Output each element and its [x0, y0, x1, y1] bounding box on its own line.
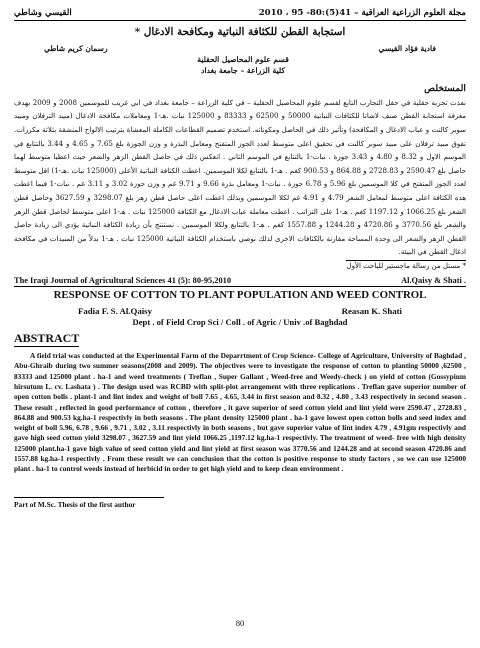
- arabic-abstract: نفذت تجربة حقلية في حقل التجارب التابع لقسم علوم المحاصيل الحقلية – في كلية الزراعة – جامعة بغداد في ابي غريب للموسمين 2008 و 2009 بهدف معرفة استجابة القطن صنف لاشاتا للكثافات النباتية 50000 و 62500 و 83333 و 125000 نبات .هـ-1 ومعاملات مكافحة الادغال (مبيد الترفلان ومبيد سوبر كالنت و عباب الادغال و المكافحة) وتأثير ذلك في الحاصل ومكوناته. استخدم تصميم القطاعات الكاملة المعشاة بترتيب الالواح المنشقة بثلاثة مكررات. تفوق مبيد ترفلان على مبيد سوبر كالنت في تحقيق اعلى متوسط لعدد الجوز المتفتح ومعامل البذرة و وزن الجوزة بلغ 7.65 و 4.65 و 3.44 بالتتابع في الموسم الاول و 8.32 و 4.80 و 3.43 جوزة . نبات-1 بالتتابع في الموسم الثاني . انعكس ذلك في حاصل القطن الزهر والشعر حيث اعطيا متوسط لهما حاصل بلغ 2590.47 و 2728.83 و 864.88 و 900.53 كغم . هـ-1 بالتتابع لكلا الموسمين. اعطت الكثافة النباتية الأعلى (125000 نبات .هـ-1) اقل متوسط لعدد الجوز المتفتح في كلا الموسمين بلغ 5.96 و 6.78 جوزة . نبات-1 ومعامل بذرة 9.66 و 9.71 غم و وزن جوزة 3.02 و 3.11 غم . نبات-1 فيما اعطت هذه الكثافة اعلى متوسط لمعامل الشعر 4.79 و 4.91 غم لكلا الموسمين وبذلك اعطت اعلى حاصل قطن زهر بلغ 3298.07 و 3627.59 وحاصل قطن الشعر بلغ 1066.25 و 1197.12 كغم . هـ-1 على التراتب . اعطت معاملة عباب الادغال مع الكثافة 125000 نبات . هـ-1 اعلى متوسط لحاصل قطن الزهر والشعر بلغ 3770.56 و 4720.86 و 1244.28 و 1557.88 كغم . هـ-1 بالتتابع ولكلا الموسمين . نستنتج بأن زيادة الكثافة النباتية يؤدي الى زيادة حاصل القطن الزهر والشعر الى وحدة المساحة مقارنة بالكثافات الاخرى لذلك نوصي باستخدام الكثافة النباتية 125000 نبات . هـ-1 بدلاً من المبيدات في مكافحة ادغال القطن في البيئة.: [14, 97, 466, 257]
- english-title: RESPONSE OF COTTON TO PLANT POPULATION AND WEED CONTROL: [53, 288, 427, 301]
- english-abstract: A field trial was conducted at the Experimental Farm of the Deparrtment of Crop Science- College of Agriculture, University of Baghdad , Abu-Ghraib during two summer seasons(2008 and 2009). The objectives were to investigate the response of cotton to planting 50000 ,62500 , 83333 and 125000 plant . ha-1 and weed treatments ( Treflan , Super Gallant , Weed-free and Weedy-check ) on yield of cotton (Gossypium hirsutum L. cv. Lashata ) . The design used was RCBD with split-plot arrangement with three replications . Treflan gave superior number of open cotton bolls . plant-1 and lint index and weight of boll 7.65 , 4.65, 3.44 in first season and 8.32 , 4.80 , 3.43 respectively in second season . These result , reflected in good performance of cotton , therefore , it gave superior of seed cotton yield and lint yield were 2590.47 , 2728.83 , 864.88 and 900.53 kg.ha-1 respectivly in both seasons . The plant density 125000 plant . ha-1 gave lowest open cotton bolls and seed index and weight of boll 5.96, 6.78 , 9.66 , 9.71 , 3.02 , 3.11 respectivly in both seasons , but gave superior value of lint index 4.79 , 4.91gm respectivly and gave high seed cotton yield 3298.07 , 3627.59 and lint yield 1066.25 ,1197.12 kg.ha-1 respectivly. The treatment of weed- free with high density 125000 plant.ha-1 gave high value of seed cotton yield and lint yield at first season was 3770.56 and 1244.28 and at second season 4720.86 and 1557.88 kg.ha-1 respectivly . From these result we can conclusion that the cotton is positive response to study factors , so we can use 125000 plant . ha-1 to control weeds instead of herbicid in order to get high yield and to keep clean environment .: [14, 351, 466, 474]
- arabic-author-2: [44, 43, 108, 77]
- arabic-journal-citation: مجلة العلوم الزراعية العراقية – 41(5):80- 95 ، 2010: [258, 8, 466, 18]
- arabic-author-1: [378, 43, 436, 77]
- arabic-footnote: * مستل من رسالة ماجستير للباحث الأول: [346, 261, 466, 270]
- english-abstract-heading-wrap: [14, 327, 466, 347]
- english-running-authors: Al.Qaisy & Shati .: [401, 275, 466, 285]
- arabic-affiliation-dept: قسم علوم المحاصيل الحقلية: [197, 55, 289, 64]
- arabic-title: استجابة القطن للكثافة النباتية ومكافحة الادغال *: [134, 26, 346, 38]
- arabic-abstract-heading: المستخلص: [424, 82, 466, 94]
- arabic-author-2-name: رسمان كريم شاطي: [44, 44, 108, 53]
- arabic-running-authors: القيسي وشاطي: [14, 8, 72, 18]
- english-footnote: Part of M.Sc. Thesis of the first author: [14, 499, 136, 509]
- english-author-1: Fadia F. S. Al.Qaisy: [78, 306, 152, 317]
- arabic-affiliation-college: كلية الزراعة – جامعة بغداد: [201, 66, 286, 76]
- english-authors: [14, 306, 466, 316]
- page-number: 80: [235, 618, 245, 628]
- english-journal-citation: The Iraqi Journal of Agricultural Sciences 41 (5): 80-95,2010: [14, 275, 232, 285]
- arabic-author-1-name: فادية فؤاد القيسي: [378, 44, 436, 53]
- english-running-header: [14, 276, 466, 287]
- english-abstract-heading: ABSTRACT: [14, 331, 80, 346]
- arabic-authors: [14, 43, 466, 77]
- arabic-affiliation: [197, 43, 289, 77]
- journal-page: [14, 8, 466, 628]
- english-affiliation: Dept . of Field Crop Sci / Coll . of Agric / Univ .of Baghdad: [132, 317, 348, 328]
- english-author-2: Reasan K. Shati: [341, 306, 402, 317]
- arabic-running-header: [14, 8, 466, 21]
- footnote-divider: [14, 497, 164, 498]
